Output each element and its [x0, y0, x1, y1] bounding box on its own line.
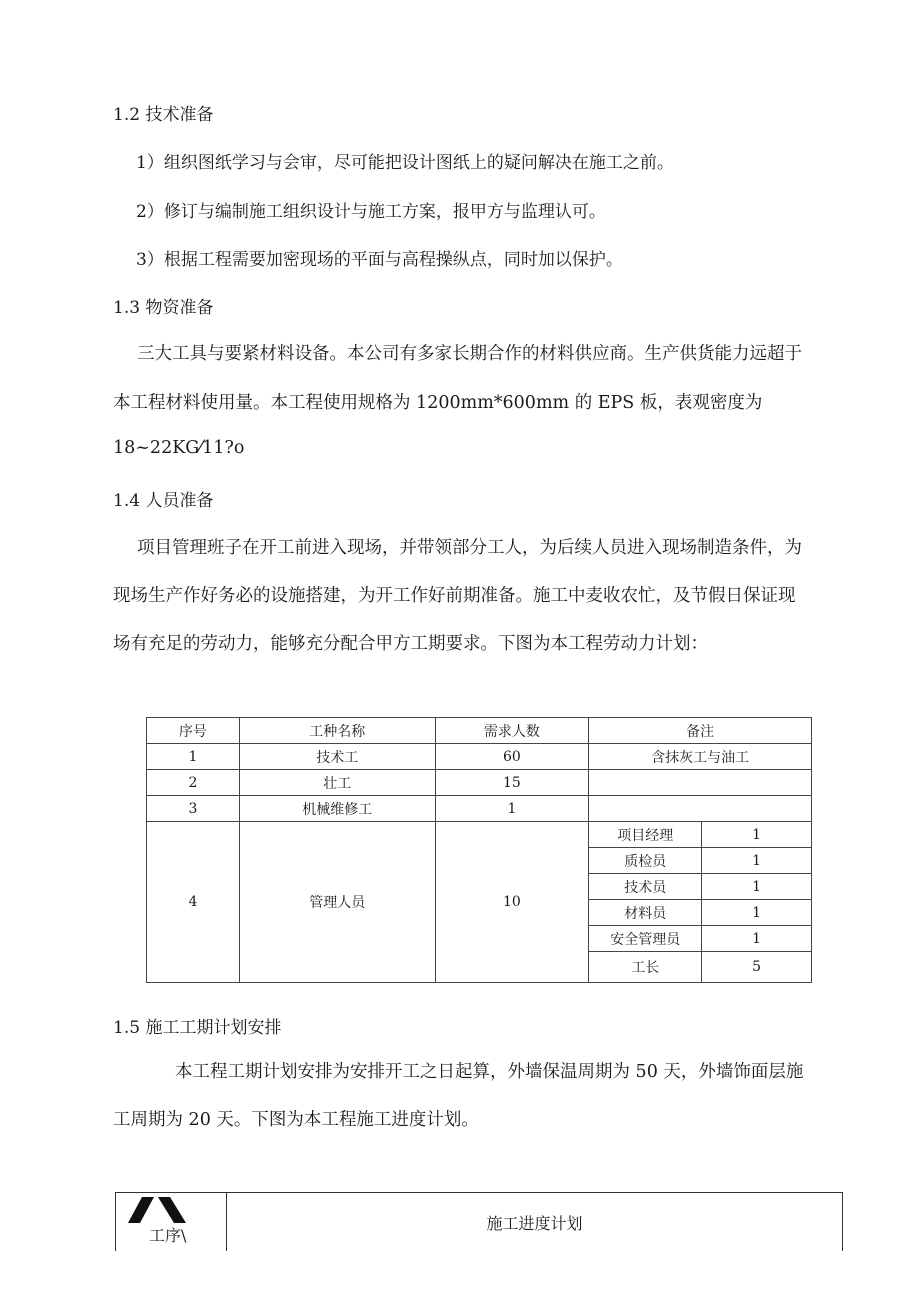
cell-name: 机械维修工	[239, 796, 435, 822]
cell-count: 1	[435, 796, 589, 822]
header-cell: 序号	[147, 718, 240, 744]
cell-role-count: 5	[702, 952, 812, 983]
diagonal-mark-icon	[124, 1193, 194, 1225]
cell-role-count: 1	[702, 874, 812, 900]
table-header-row	[147, 718, 812, 744]
heading-1-2: 1.2 技术准备	[113, 105, 214, 125]
paragraph-line: 18~22KG⁄11?o	[113, 438, 245, 458]
cell-count: 15	[435, 770, 589, 796]
list-item: 3）根据工程需要加密现场的平面与高程操纵点，同时加以保护。	[136, 250, 623, 270]
corner-cell	[116, 1193, 227, 1252]
cell-name: 管理人员	[239, 822, 435, 983]
labor-plan-table	[146, 717, 812, 983]
cell-role: 质检员	[589, 848, 702, 874]
heading-1-4: 1.4 人员准备	[113, 491, 214, 511]
list-item: 2）修订与编制施工组织设计与施工方案，报甲方与监理认可。	[136, 202, 606, 222]
paragraph-line: 场有充足的劳动力，能够充分配合甲方工期要求。下图为本工程劳动力计划：	[113, 634, 708, 654]
paragraph-line: 工周期为 20 天。下图为本工程施工进度计划。	[113, 1110, 479, 1130]
cell-count: 60	[435, 744, 589, 770]
cell-role: 安全管理员	[589, 926, 702, 952]
table-row	[147, 770, 812, 796]
table-row	[147, 796, 812, 822]
paragraph-line: 本工程工期计划安排为安排开工之日起算，外墙保温周期为 50 天，外墙饰面层施	[175, 1062, 804, 1082]
cell-no: 1	[147, 744, 240, 770]
schedule-title: 施工进度计划	[227, 1193, 843, 1252]
cell-role-count: 1	[702, 900, 812, 926]
paragraph-line: 本工程材料使用量。本工程使用规格为 1200mm*600mm 的 EPS 板，表观密度为	[113, 393, 763, 413]
paragraph-line: 项目管理班子在开工前进入现场，并带领部分工人，为后续人员进入现场制造条件，为	[137, 538, 802, 558]
cell-role: 工长	[589, 952, 702, 983]
cell-role: 技术员	[589, 874, 702, 900]
paragraph-line: 三大工具与要紧材料设备。本公司有多家长期合作的材料供应商。生产供货能力远超于	[137, 344, 802, 364]
cell-name: 壮工	[239, 770, 435, 796]
cell-role-count: 1	[702, 848, 812, 874]
cell-no: 2	[147, 770, 240, 796]
cell-note	[589, 770, 812, 796]
table-header-row	[116, 1193, 843, 1252]
cell-role-count: 1	[702, 926, 812, 952]
paragraph-line: 现场生产作好务必的设施搭建，为开工作好前期准备。施工中麦收农忙，及节假日保证现	[113, 586, 796, 606]
header-cell: 工种名称	[239, 718, 435, 744]
cell-name: 技术工	[239, 744, 435, 770]
cell-count: 10	[435, 822, 589, 983]
header-cell: 备注	[589, 718, 812, 744]
cell-role-count: 1	[702, 822, 812, 848]
schedule-table	[115, 1192, 843, 1251]
corner-label: 工序\	[149, 1226, 187, 1245]
header-cell: 需求人数	[435, 718, 589, 744]
heading-1-5: 1.5 施工工期计划安排	[113, 1018, 282, 1038]
cell-no: 4	[147, 822, 240, 983]
cell-role: 材料员	[589, 900, 702, 926]
cell-note: 含抹灰工与油工	[589, 744, 812, 770]
cell-role: 项目经理	[589, 822, 702, 848]
table-row	[147, 822, 812, 848]
heading-1-3: 1.3 物资准备	[113, 298, 214, 318]
list-item: 1）组织图纸学习与会审，尽可能把设计图纸上的疑问解决在施工之前。	[136, 153, 674, 173]
cell-no: 3	[147, 796, 240, 822]
table-row	[147, 744, 812, 770]
cell-note	[589, 796, 812, 822]
